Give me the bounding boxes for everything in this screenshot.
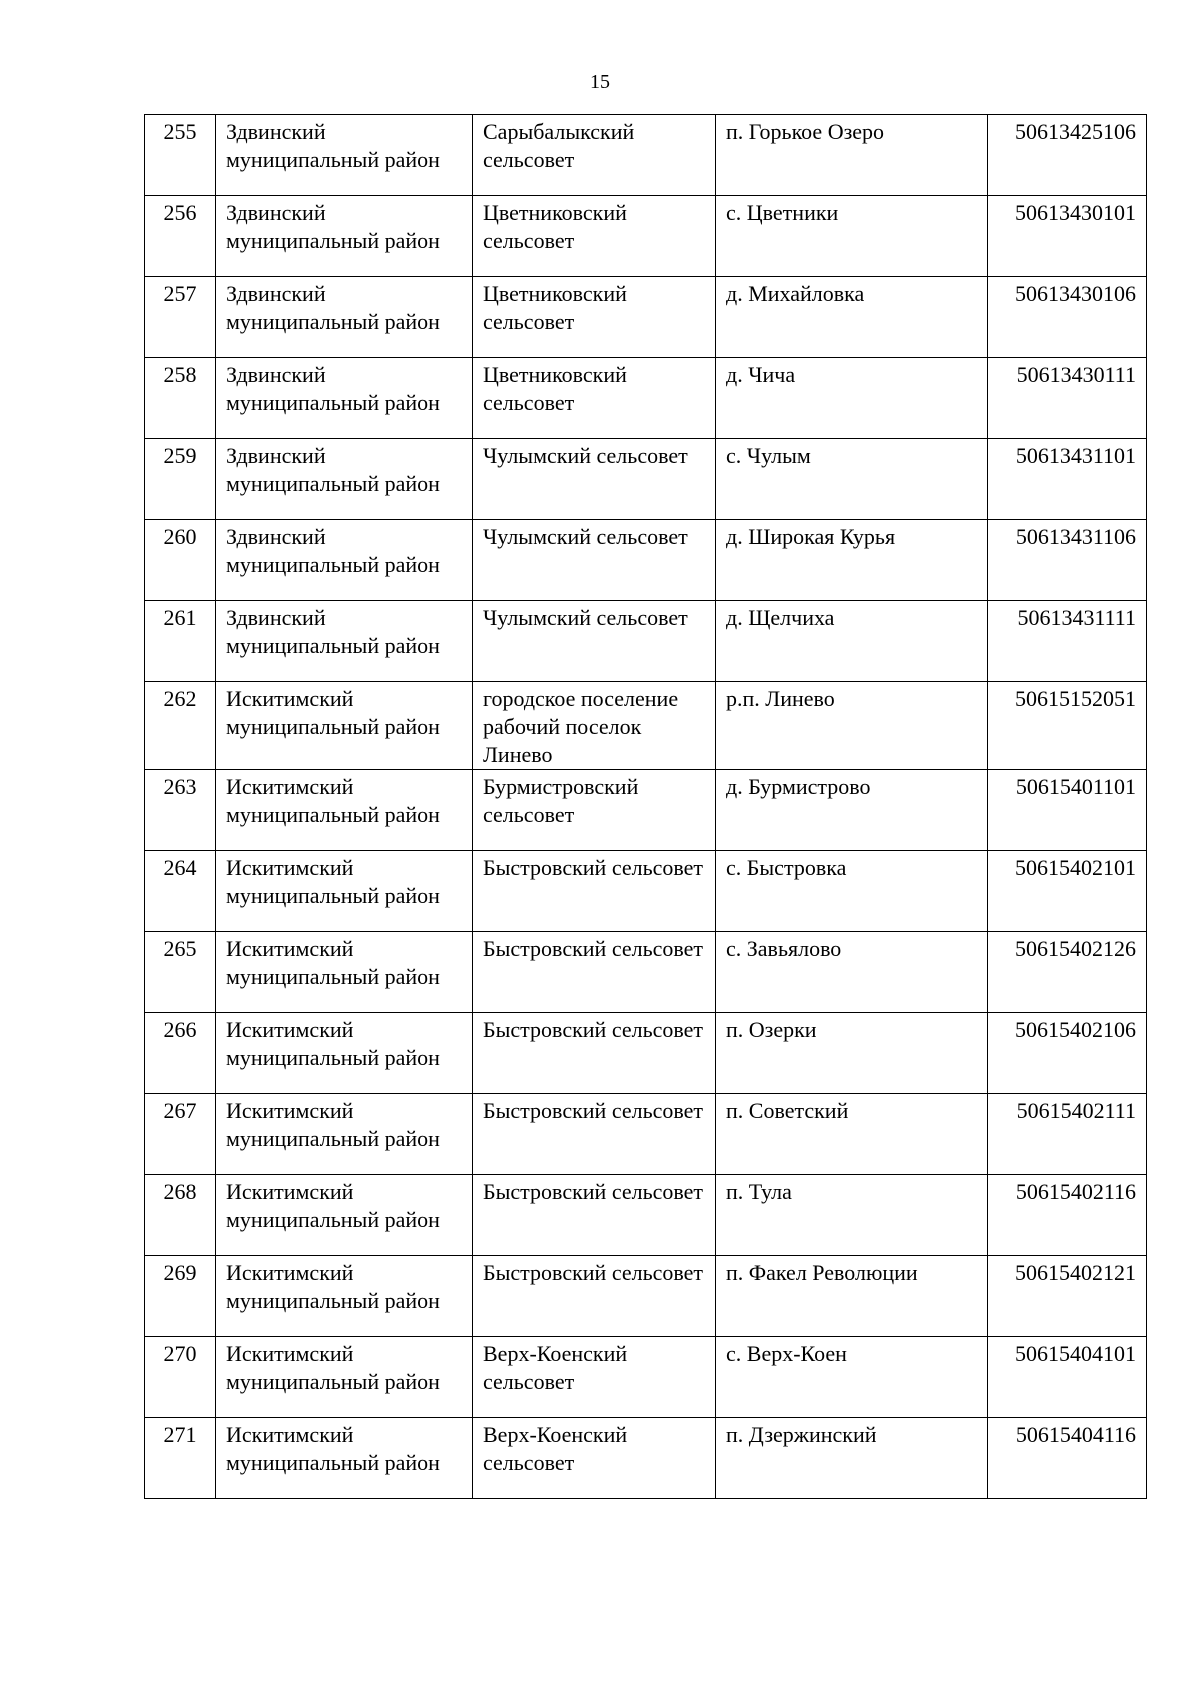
council-name: Чулымский сельсовет	[473, 439, 716, 520]
council-name: Быстровский сельсовет	[473, 1256, 716, 1337]
oktmo-code: 50613431111	[988, 601, 1147, 682]
row-number: 256	[145, 196, 216, 277]
table-row	[145, 439, 1147, 520]
oktmo-code: 50615402101	[988, 851, 1147, 932]
oktmo-code: 50615401101	[988, 770, 1147, 851]
row-number: 258	[145, 358, 216, 439]
table-row	[145, 115, 1147, 196]
settlement-name: д. Щелчиха	[716, 601, 988, 682]
settlement-name: п. Озерки	[716, 1013, 988, 1094]
council-name: Цветниковский сельсовет	[473, 358, 716, 439]
row-number: 259	[145, 439, 216, 520]
oktmo-code: 50613431101	[988, 439, 1147, 520]
table-row	[145, 682, 1147, 770]
settlement-name: с. Быстровка	[716, 851, 988, 932]
table-row	[145, 277, 1147, 358]
row-number: 268	[145, 1175, 216, 1256]
district-name: Искитимский муниципальный район	[216, 770, 473, 851]
table-row	[145, 358, 1147, 439]
settlement-name: с. Чулым	[716, 439, 988, 520]
council-name: Бурмистровский сельсовет	[473, 770, 716, 851]
district-name: Искитимский муниципальный район	[216, 1013, 473, 1094]
table-row	[145, 1337, 1147, 1418]
council-name: Чулымский сельсовет	[473, 601, 716, 682]
oktmo-code: 50615402116	[988, 1175, 1147, 1256]
council-name: Цветниковский сельсовет	[473, 277, 716, 358]
district-name: Здвинский муниципальный район	[216, 520, 473, 601]
council-name: Сарыбалыкский сельсовет	[473, 115, 716, 196]
district-name: Искитимский муниципальный район	[216, 1175, 473, 1256]
oktmo-code: 50613431106	[988, 520, 1147, 601]
settlement-name: д. Бурмистрово	[716, 770, 988, 851]
district-name: Здвинский муниципальный район	[216, 277, 473, 358]
row-number: 263	[145, 770, 216, 851]
table-row	[145, 851, 1147, 932]
settlement-name: д. Чича	[716, 358, 988, 439]
table-row	[145, 1175, 1147, 1256]
table-row	[145, 1013, 1147, 1094]
table-row	[145, 601, 1147, 682]
council-name: Быстровский сельсовет	[473, 1094, 716, 1175]
row-number: 260	[145, 520, 216, 601]
oktmo-code: 50615152051	[988, 682, 1147, 770]
district-name: Здвинский муниципальный район	[216, 115, 473, 196]
row-number: 270	[145, 1337, 216, 1418]
settlement-name: с. Цветники	[716, 196, 988, 277]
district-name: Здвинский муниципальный район	[216, 358, 473, 439]
settlement-name: п. Дзержинский	[716, 1418, 988, 1499]
settlements-table	[144, 114, 1147, 1499]
district-name: Искитимский муниципальный район	[216, 1337, 473, 1418]
row-number: 262	[145, 682, 216, 770]
council-name: Быстровский сельсовет	[473, 932, 716, 1013]
district-name: Здвинский муниципальный район	[216, 196, 473, 277]
oktmo-code: 50613430106	[988, 277, 1147, 358]
council-name: Цветниковский сельсовет	[473, 196, 716, 277]
council-name: городское поселение рабочий поселок Линево	[473, 682, 716, 770]
district-name: Искитимский муниципальный район	[216, 1094, 473, 1175]
oktmo-code: 50615402111	[988, 1094, 1147, 1175]
oktmo-code: 50613430111	[988, 358, 1147, 439]
oktmo-code: 50615402126	[988, 932, 1147, 1013]
row-number: 257	[145, 277, 216, 358]
row-number: 266	[145, 1013, 216, 1094]
oktmo-code: 50613425106	[988, 115, 1147, 196]
table-body	[145, 115, 1147, 1499]
row-number: 264	[145, 851, 216, 932]
settlement-name: с. Завьялово	[716, 932, 988, 1013]
council-name: Быстровский сельсовет	[473, 1175, 716, 1256]
settlement-name: п. Советский	[716, 1094, 988, 1175]
oktmo-code: 50615404101	[988, 1337, 1147, 1418]
settlement-name: д. Михайловка	[716, 277, 988, 358]
oktmo-code: 50615402106	[988, 1013, 1147, 1094]
district-name: Искитимский муниципальный район	[216, 932, 473, 1013]
district-name: Искитимский муниципальный район	[216, 851, 473, 932]
district-name: Искитимский муниципальный район	[216, 682, 473, 770]
settlement-name: п. Тула	[716, 1175, 988, 1256]
district-name: Искитимский муниципальный район	[216, 1256, 473, 1337]
settlement-name: р.п. Линево	[716, 682, 988, 770]
row-number: 267	[145, 1094, 216, 1175]
district-name: Здвинский муниципальный район	[216, 601, 473, 682]
district-name: Здвинский муниципальный район	[216, 439, 473, 520]
oktmo-code: 50615402121	[988, 1256, 1147, 1337]
table-row	[145, 196, 1147, 277]
row-number: 271	[145, 1418, 216, 1499]
table-row	[145, 932, 1147, 1013]
settlement-name: п. Факел Революции	[716, 1256, 988, 1337]
council-name: Чулымский сельсовет	[473, 520, 716, 601]
settlement-name: с. Верх-Коен	[716, 1337, 988, 1418]
council-name: Быстровский сельсовет	[473, 1013, 716, 1094]
table-row	[145, 770, 1147, 851]
table-row	[145, 520, 1147, 601]
district-name: Искитимский муниципальный район	[216, 1418, 473, 1499]
oktmo-code: 50615404116	[988, 1418, 1147, 1499]
row-number: 261	[145, 601, 216, 682]
table-row	[145, 1094, 1147, 1175]
row-number: 265	[145, 932, 216, 1013]
council-name: Верх-Коенский сельсовет	[473, 1337, 716, 1418]
oktmo-code: 50613430101	[988, 196, 1147, 277]
council-name: Верх-Коенский сельсовет	[473, 1418, 716, 1499]
table-row	[145, 1418, 1147, 1499]
row-number: 269	[145, 1256, 216, 1337]
row-number: 255	[145, 115, 216, 196]
table-row	[145, 1256, 1147, 1337]
settlement-name: д. Широкая Курья	[716, 520, 988, 601]
settlement-name: п. Горькое Озеро	[716, 115, 988, 196]
page-number: 15	[590, 71, 610, 93]
council-name: Быстровский сельсовет	[473, 851, 716, 932]
